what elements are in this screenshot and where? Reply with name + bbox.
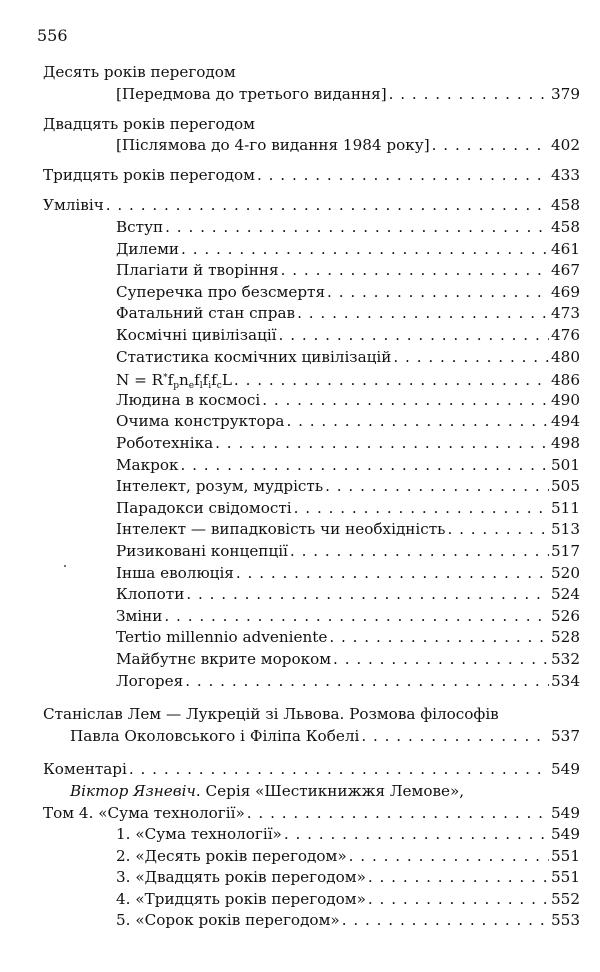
toc-entry-author-line: Віктор Язневіч. Серія «Шестикнижжя Лемове», xyxy=(70,781,465,800)
toc-subentry: Очима конструктора . . . 494 xyxy=(0,411,600,433)
toc-subentry: Логорея . . . 534 xyxy=(0,671,600,693)
toc-subentry: Майбутнє вкрите мороком . . . 532 xyxy=(0,649,600,671)
toc-entry xyxy=(0,165,600,187)
toc-subentry: 4. «Тридцять років перегодом» . . . 552 xyxy=(0,889,600,911)
toc-entry xyxy=(0,84,600,106)
drake-formula: $N = R^*f_pn_ef_lf_if_cL$ xyxy=(116,371,232,392)
toc-title: Умлівіч xyxy=(43,196,104,215)
toc-page: 379 xyxy=(551,84,580,103)
toc-subentry: Клопоти . . . 524 xyxy=(0,584,600,606)
toc-entry xyxy=(0,803,600,825)
author-name: Віктор Язневіч xyxy=(70,781,196,800)
toc-subentry: Космічні цивілізації . . . 476 xyxy=(0,325,600,347)
toc-subentry: Вступ . . . 458 xyxy=(0,217,600,239)
toc-subentry: 1. «Сума технології» . . . 549 xyxy=(0,824,600,846)
toc-subentry: Ризиковані концепції . . . 517 xyxy=(0,541,600,563)
toc-entry xyxy=(0,135,600,157)
toc-entry-interview-line1: Станіслав Лем — Лукрецій зі Львова. Розмова філософів xyxy=(43,705,499,724)
toc-title: Павла Околовського і Філіпа Кобелі xyxy=(70,726,360,745)
toc-subentry: Зміни . . . 526 xyxy=(0,606,600,628)
toc-subentry: Інтелект — випадковість чи необхідність . . . 513 xyxy=(0,519,600,541)
toc-title: [Післямова до 4-го видання 1984 року] xyxy=(116,136,430,155)
toc-entry xyxy=(0,195,600,217)
toc-subentry: Tertio millennio adveniente . . . 528 xyxy=(0,627,600,649)
leader-dots xyxy=(389,84,549,106)
toc-page: 433 xyxy=(551,166,580,185)
toc-page: 402 xyxy=(551,136,580,155)
toc-subentry: Суперечка про безсмертя . . . 469 xyxy=(0,282,600,304)
toc-title: Тридцять років перегодом xyxy=(43,166,255,185)
toc-entry-ten-years: Десять років перегодом xyxy=(43,63,236,81)
toc-entry-twenty-years: Двадцять років перегодом xyxy=(43,114,255,133)
toc-subentry: Людина в космосі . . . 490 xyxy=(0,390,600,412)
toc-page: 458 xyxy=(551,196,580,215)
page-number: 556 xyxy=(37,26,68,45)
toc-subentry: Фатальний стан справ . . . 473 xyxy=(0,303,600,325)
toc-subentry: Парадокси свідомості . . . 511 xyxy=(0,498,600,520)
toc-page: 549 xyxy=(551,803,580,822)
leader-dots xyxy=(432,135,549,157)
toc-title: [Передмова до третього видання] xyxy=(116,84,387,103)
toc-title: Коментарі xyxy=(43,760,127,779)
toc-subentry: Інша еволюція . . . 520 xyxy=(0,563,600,585)
leader-dots xyxy=(247,803,549,825)
toc-subentry: Дилеми . . . 461 xyxy=(0,239,600,261)
toc-subentry: 3. «Двадцять років перегодом» . . . 551 xyxy=(0,867,600,889)
toc-subentry: Інтелект, розум, мудрість . . . 505 xyxy=(0,476,600,498)
toc-entry xyxy=(0,759,600,781)
leader-dots xyxy=(361,726,549,748)
toc-subentry: Плагіати й творіння . . . 467 xyxy=(0,260,600,282)
toc-page: 537 xyxy=(551,726,580,745)
toc-title: Том 4. «Сума технології» xyxy=(43,803,245,822)
toc-page: 549 xyxy=(551,760,580,779)
toc-subentry: Статистика космічних цивілізацій . . . 480 xyxy=(0,347,600,369)
toc-entry xyxy=(0,726,600,748)
toc-subentry: 2. «Десять років перегодом» . . . 551 xyxy=(0,846,600,868)
table-of-contents xyxy=(0,62,600,932)
toc-subentry: 5. «Сорок років перегодом» . . . 553 xyxy=(0,910,600,932)
leader-dots xyxy=(129,759,549,781)
leader-dots xyxy=(106,195,549,217)
toc-subentry-formula: $N = R^*f_pn_ef_lf_if_cL$ . . . 486 xyxy=(0,368,600,390)
leader-dots xyxy=(257,165,549,187)
toc-subentry: Роботехніка . . . 498 xyxy=(0,433,600,455)
toc-subentry: Макрок . . . 501 xyxy=(0,455,600,477)
